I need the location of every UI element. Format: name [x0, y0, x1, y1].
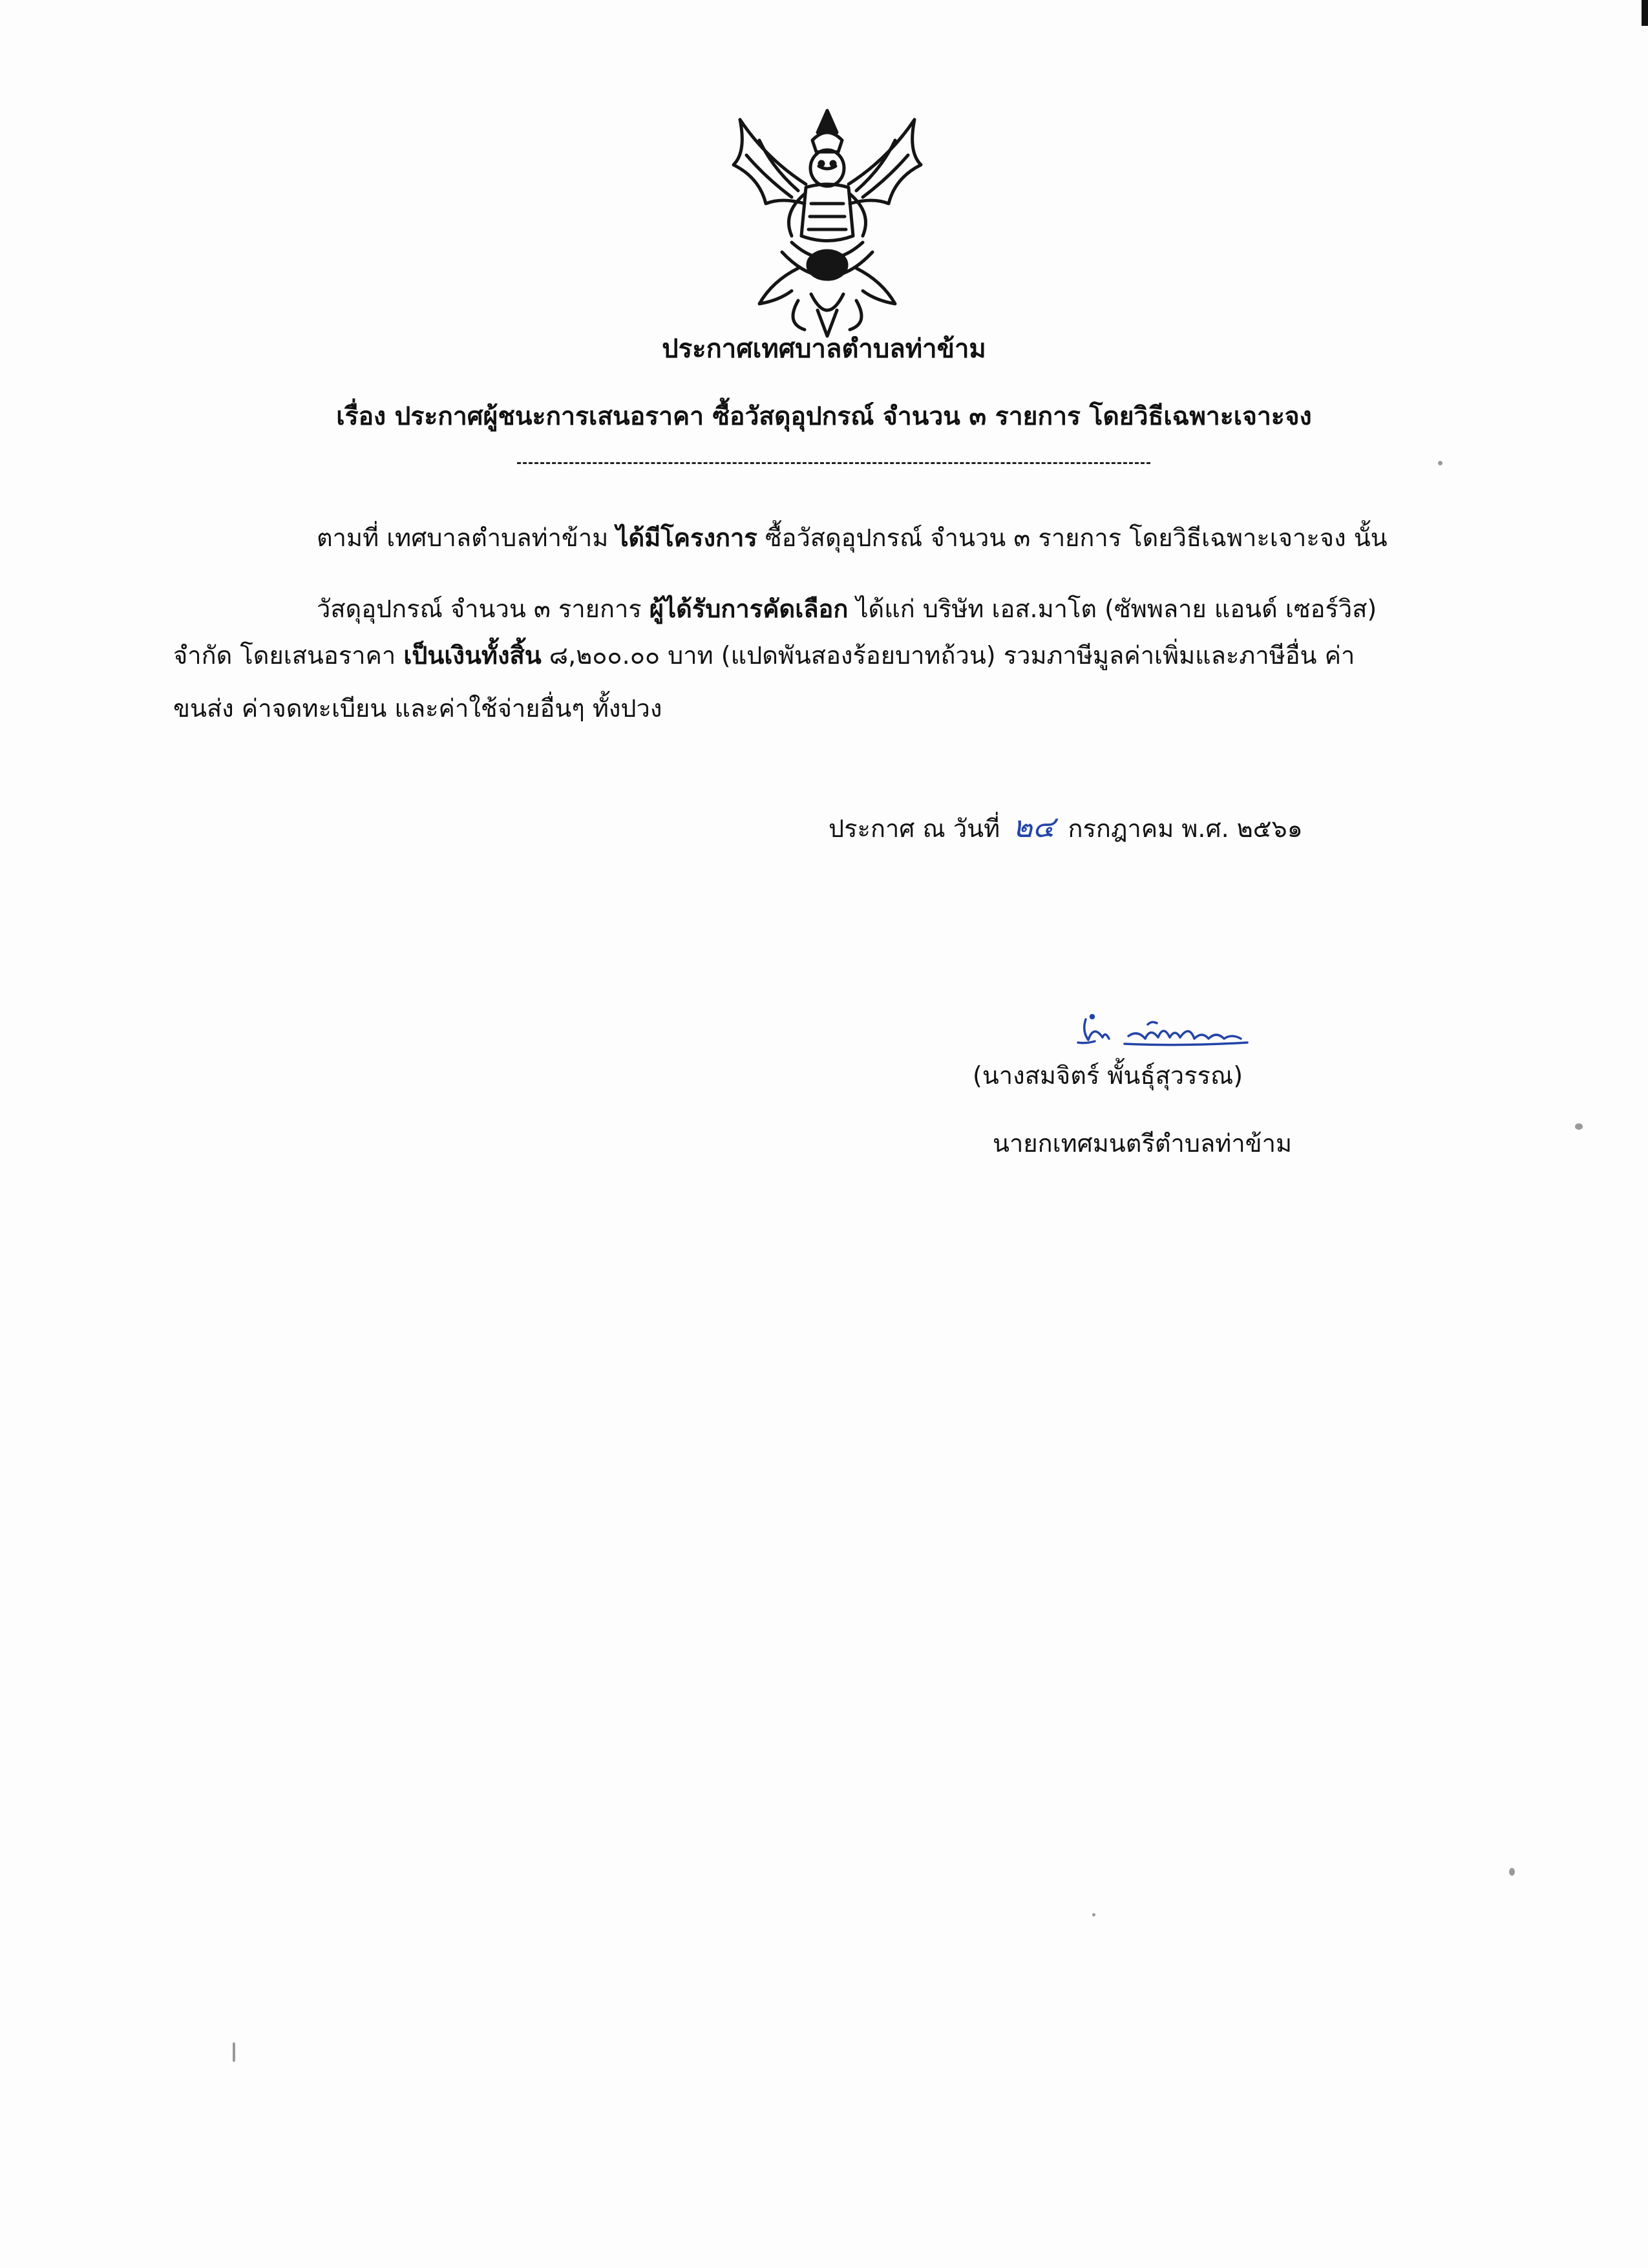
body-text: จำกัด โดยเสนอราคา [173, 641, 396, 670]
body-emphasis: ผู้ได้รับการคัดเลือก [649, 595, 849, 623]
scan-speck [1092, 1913, 1095, 1916]
divider [517, 462, 1150, 464]
body-text: วัสดุอุปกรณ์ จำนวน ๓ รายการ [317, 595, 642, 623]
body-text: ซื้อวัสดุอุปกรณ์ จำนวน ๓ รายการ โดยวิธีเฉพาะเจาะจง นั้น [765, 524, 1388, 552]
garuda-emblem-icon [721, 107, 934, 343]
announcement-date [829, 811, 1303, 844]
body-line-4: ขนส่ง ค่าจดทะเบียน และค่าใช้จ่ายอื่นๆ ทั้งปวง [173, 694, 662, 723]
scan-speck [1438, 461, 1442, 465]
scan-speck [1575, 1123, 1583, 1130]
scan-edge-mark [1642, 0, 1648, 26]
body-text: ได้แก่ บริษัท เอส.มาโต (ซัพพลาย แอนด์ เซอร์วิส) [856, 595, 1377, 623]
date-month-year: กรกฎาคม พ.ศ. ๒๕๖๑ [1068, 814, 1303, 843]
signatory-name: (นางสมจิตร์ พั้นธุ์สุวรรณ) [973, 1061, 1243, 1090]
body-line-2 [317, 593, 1377, 624]
date-prefix: ประกาศ ณ วันที่ [829, 814, 1000, 843]
signatory-position: นายกเทศมนตรีตำบลท่าข้าม [993, 1129, 1293, 1158]
body-text: ตามที่ เทศบาลตำบลท่าข้าม [317, 524, 609, 552]
announcement-authority: ประกาศเทศบาลตำบลท่าข้าม [662, 334, 986, 364]
body-line-1 [317, 522, 1388, 553]
handwritten-day: ๒๔ [1013, 809, 1055, 844]
handwritten-signature-icon [1066, 1005, 1260, 1057]
announcement-subject: เรื่อง ประกาศผู้ชนะการเสนอราคา ซื้อวัสดุอุปกรณ์ จำนวน ๓ รายการ โดยวิธีเฉพาะเจาะจง [336, 402, 1312, 431]
body-emphasis: เป็นเงินทั้งสิ้น [403, 641, 542, 670]
body-emphasis: ได้มีโครงการ [616, 524, 757, 552]
scan-speck [1509, 1868, 1515, 1876]
scan-speck [233, 2042, 235, 2062]
body-line-3 [173, 640, 1355, 671]
body-text: ๘,๒๐๐.๐๐ บาท (แปดพันสองร้อยบาทถ้วน) รวมภาษีมูลค่าเพิ่มและภาษีอื่น ค่า [549, 641, 1355, 670]
